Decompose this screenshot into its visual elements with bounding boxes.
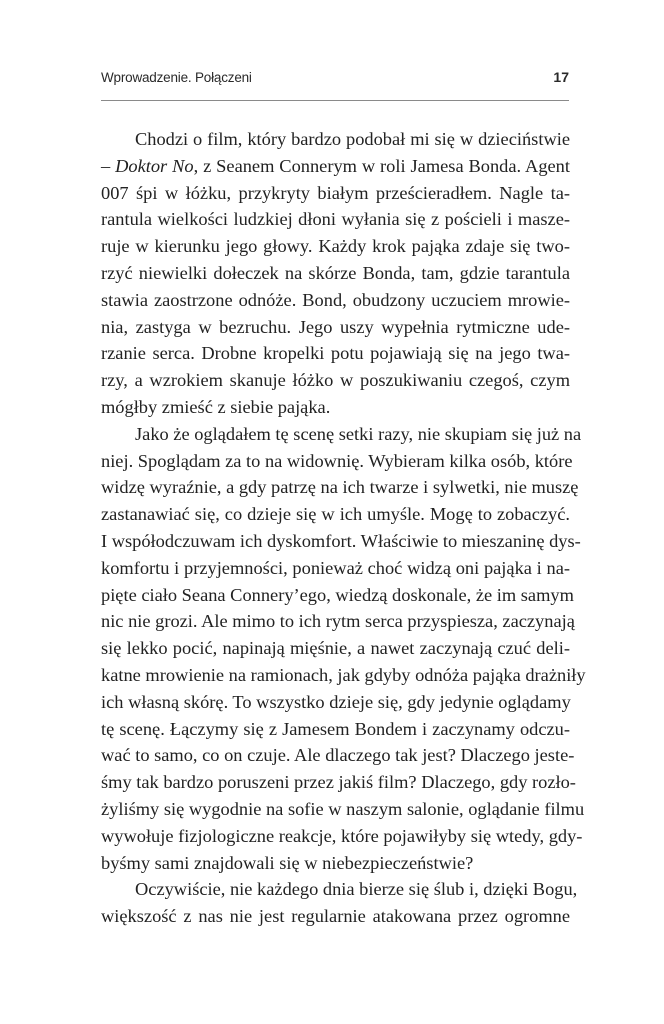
text-line: śmy tak bardzo poruszeni przez jakiś film? Dlaczego, gdy rozło-	[101, 772, 576, 793]
text-line: mógłby zmieść z siebie pająka.	[101, 396, 331, 417]
text-line: Jako że oglądałem tę scenę setki razy, nie skupiam się już na	[135, 423, 582, 444]
running-head	[101, 70, 569, 90]
text-line: I współodczuwam ich dyskomfort. Właściwie to mieszaninę dys-	[101, 530, 581, 551]
text-line: stawia zaostrzone odnóże. Bond, obudzony uczuciem mrowie-	[101, 289, 570, 310]
text-line: ruje w kierunku jego głowy. Każdy krok pająka zdaje się two-	[101, 236, 570, 257]
text-line: 007 śpi w łóżku, przykryty białym prześcieradłem. Nagle ta-	[101, 182, 570, 203]
text-line: nia, zastyga w bezruchu. Jego uszy wypełnia rytmiczne ude-	[101, 316, 570, 337]
text-line: komfortu i przyjemności, ponieważ choć widzą oni pająka i na-	[101, 557, 570, 578]
text-line: rzyć niewielki dołeczek na skórze Bonda, tam, gdzie tarantula	[101, 262, 570, 283]
text-line: się lekko pocić, napinają mięśnie, a nawet zaczynają czuć deli-	[101, 638, 570, 659]
text-line: zastanawiać się, co dzieje się w ich umyśle. Mogę to zobaczyć.	[101, 504, 570, 525]
text-line: większość z nas nie jest regularnie atakowana przez ogromne	[101, 906, 570, 927]
text-line: byśmy sami znajdowali się w niebezpieczeństwie?	[101, 852, 474, 873]
text-line: – Doktor No, z Seanem Connerym w roli Jamesa Bonda. Agent	[101, 155, 570, 176]
text-line: Chodzi o film, który bardzo podobał mi się w dzieciństwie	[135, 129, 570, 149]
text-line: rzanie serca. Drobne kropelki potu pojawiają się na jego twa-	[101, 343, 570, 364]
text-line: ich własną skórę. To wszystko dzieje się, gdy jedynie oglądamy	[101, 691, 571, 712]
page-number: 17	[553, 69, 569, 85]
header-rule	[101, 100, 569, 101]
text-line: żyliśmy się wygodnie na sofie w naszym salonie, oglądanie filmu	[101, 798, 585, 819]
body-text	[101, 126, 586, 930]
running-title: Wprowadzenie. Połączeni	[101, 70, 252, 85]
text-line: tę scenę. Łączymy się z Jamesem Bondem i zaczynamy odczu-	[101, 718, 570, 739]
text-line: wywołuje fizjologiczne reakcje, które pojawiłyby się wtedy, gdy-	[101, 825, 583, 846]
text-line: Oczywiście, nie każdego dnia bierze się ślub i, dzięki Bogu,	[135, 879, 578, 900]
text-line: rzy, a wzrokiem skanuje łóżko w poszukiwaniu czegoś, czym	[101, 370, 570, 391]
text-line: katne mrowienie na ramionach, jak gdyby odnóża pająka drażniły	[101, 664, 586, 685]
text-line: niej. Spoglądam za to na widownię. Wybieram kilka osób, które	[101, 450, 573, 471]
text-line: rantula wielkości ludzkiej dłoni wyłania się z pościeli i masze-	[101, 209, 570, 230]
text-line: pięte ciało Seana Connery’ego, wiedzą doskonale, że im samym	[101, 584, 574, 605]
text-line: wać to samo, co on czuje. Ale dlaczego tak jest? Dlaczego jeste-	[101, 745, 575, 766]
text-line: widzę wyraźnie, a gdy patrzę na ich twarze i sylwetki, nie muszę	[101, 477, 579, 498]
text-line: nic nie grozi. Ale mimo to ich rytm serca przyspiesza, zaczynają	[101, 611, 575, 632]
film-title: Doktor No	[115, 155, 194, 176]
